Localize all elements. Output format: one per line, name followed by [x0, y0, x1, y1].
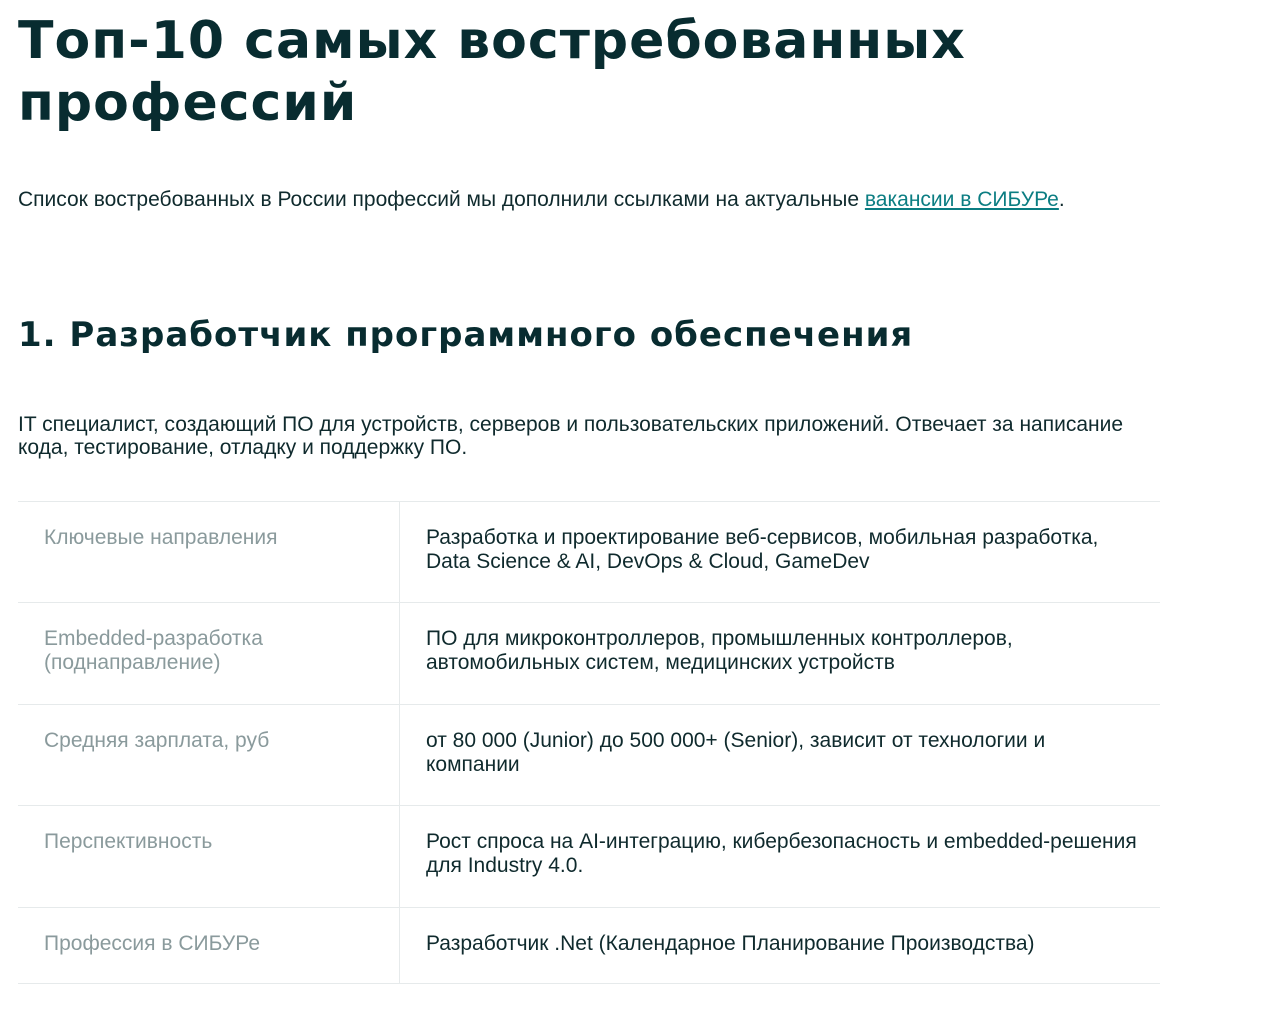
section-description: IT специалист, создающий ПО для устройств, серверов и пользовательских приложений. Отвечает за написание кода, тестирование, отладку и поддержку ПО. [18, 413, 1124, 459]
table-row [18, 806, 1160, 908]
intro-period: . [1058, 188, 1065, 211]
row-key-sibur-profession: Профессия в СИБУРе [18, 908, 400, 984]
table-row [18, 705, 1160, 806]
intro-paragraph [18, 188, 1160, 212]
row-key-prospects: Перспективность [18, 806, 400, 908]
row-value-sibur-profession: Разработчик .Net (Календарное Планирование Производства) [400, 908, 1161, 984]
row-key-directions: Ключевые направления [18, 502, 400, 603]
vacancies-link[interactable]: вакансии в СИБУРе [864, 188, 1059, 211]
table-row [18, 908, 1160, 984]
table-row [18, 603, 1160, 705]
row-value-embedded: ПО для микроконтроллеров, промышленных контроллеров, автомобильных систем, медицинских устройств [400, 603, 1161, 705]
article [18, 0, 1160, 955]
row-key-embedded: Embedded-разработка (поднаправление) [18, 603, 400, 705]
row-value-directions: Разработка и проектирование веб-сервисов, мобильная разработка, Data Science & AI, DevOps & Cloud, GameDev [400, 502, 1161, 603]
row-key-salary: Средняя зарплата, руб [18, 705, 400, 806]
intro-text: Список востребованных в России профессий мы дополнили ссылками на актуальные [18, 188, 865, 211]
section-title: 1. Разработчик программного обеспечения [18, 315, 914, 355]
row-value-salary: от 80 000 (Junior) до 500 000+ (Senior), зависит от технологии и компании [400, 705, 1161, 806]
profession-info-table [18, 501, 1160, 984]
table-row [18, 502, 1160, 603]
page-title: Топ-10 самых востребованных профессий [18, 11, 966, 133]
row-value-prospects: Рост спроса на AI-интеграцию, кибербезопасность и embedded-решения для Industry 4.0. [400, 806, 1161, 908]
